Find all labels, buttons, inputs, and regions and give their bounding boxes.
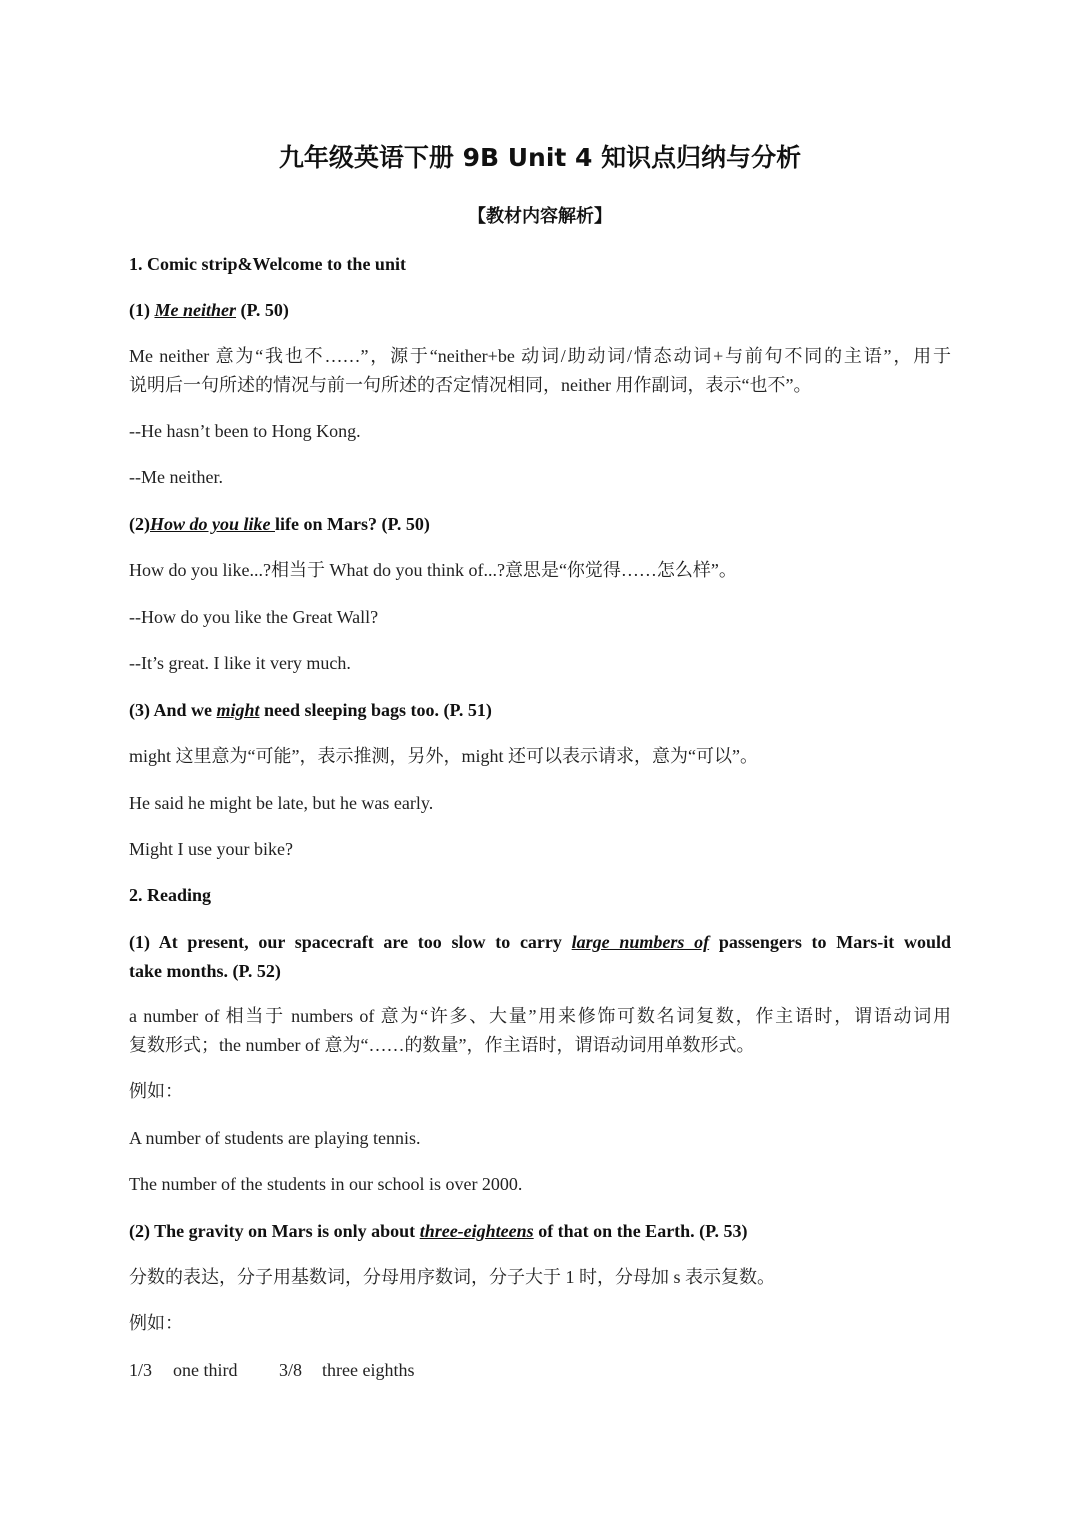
example-sentence: --Me neither.: [129, 467, 223, 487]
example-sentence: He said he might be late, but he was early.: [129, 793, 434, 813]
keyword: How do you like: [150, 514, 275, 534]
point-1-2-heading: [129, 510, 951, 539]
page-ref: need sleeping bags too. (P. 51): [259, 700, 492, 720]
point-label: (2) The gravity on Mars is only about: [129, 1221, 420, 1241]
example-sentence: --He hasn’t been to Hong Kong.: [129, 421, 361, 441]
page-ref: of that on the Earth. (P. 53): [533, 1221, 748, 1241]
point-label: (1): [129, 300, 155, 320]
keyword: Me neither: [154, 300, 237, 320]
explanation-line: Me neither 意为“我也不……”，源于“neither+be 动词/助动词/情态动词+与前句不同的主语”，用于: [129, 346, 951, 366]
keyword: three-eighteens: [419, 1221, 534, 1241]
fraction-word: one third: [173, 1360, 238, 1380]
point-2-1-heading: [129, 928, 951, 986]
point-1-3-heading: [129, 696, 951, 725]
page-ref: life on Mars? (P. 50): [275, 514, 430, 534]
example-sentence: --How do you like the Great Wall?: [129, 607, 379, 627]
explanation-line: a number of 相当于 numbers of 意为“许多、大量”用来修饰可数名词复数，作主语时，谓语动词用: [129, 1006, 951, 1026]
keyword: large numbers of: [571, 932, 710, 952]
document-title: 九年级英语下册 9B Unit 4 知识点归纳与分析: [278, 143, 802, 172]
section-subtitle: 【教材内容解析】: [468, 206, 612, 227]
point-1-1-heading: [129, 296, 951, 325]
example-label: 例如：: [129, 1313, 183, 1333]
fraction-number: 1/3: [129, 1360, 153, 1380]
point-2-2-explanation: 分数的表达，分子用基数词，分母用序数词，分子大于 1 时，分母加 s 表示复数。: [129, 1267, 776, 1287]
page-ref: (P. 50): [236, 300, 289, 320]
heading-text: passengers to Mars-it would: [709, 932, 951, 952]
section-2-heading: 2. Reading: [129, 885, 212, 905]
example-sentence: --It’s great. I like it very much.: [129, 653, 351, 673]
point-label: (2): [129, 514, 150, 534]
section-1-heading: 1. Comic strip&Welcome to the unit: [129, 254, 406, 274]
fraction-examples: [129, 1356, 951, 1385]
heading-line: [129, 928, 951, 957]
explanation-line: 说明后一句所述的情况与前一句所述的否定情况相同，neither 用作副词，表示“也不”。: [129, 375, 812, 395]
point-1-2-explanation: How do you like...?相当于 What do you think of...?意思是“你觉得……怎么样”。: [129, 560, 737, 580]
example-sentence: Might I use your bike?: [129, 839, 293, 859]
point-label: (1) At present, our spacecraft are too slow to carry: [129, 932, 572, 952]
example-sentence: A number of students are playing tennis.: [129, 1128, 421, 1148]
point-2-2-heading: [129, 1217, 951, 1246]
point-2-1-explanation: [129, 1002, 951, 1060]
point-1-3-explanation: might 这里意为“可能”，表示推测，另外，might 还可以表示请求，意为“可以”。: [129, 746, 758, 766]
fraction-word: three eighths: [322, 1360, 415, 1380]
point-label: (3) And we: [129, 700, 217, 720]
keyword: might: [216, 700, 260, 720]
explanation-line: 复数形式；the number of 意为“……的数量”，作主语时，谓语动词用单数形式。: [129, 1035, 755, 1055]
heading-line: take months. (P. 52): [129, 961, 281, 981]
example-label: 例如：: [129, 1081, 183, 1101]
example-sentence: The number of the students in our school is over 2000.: [129, 1174, 523, 1194]
fraction-number: 3/8: [279, 1360, 303, 1380]
point-1-1-explanation: [129, 342, 951, 400]
